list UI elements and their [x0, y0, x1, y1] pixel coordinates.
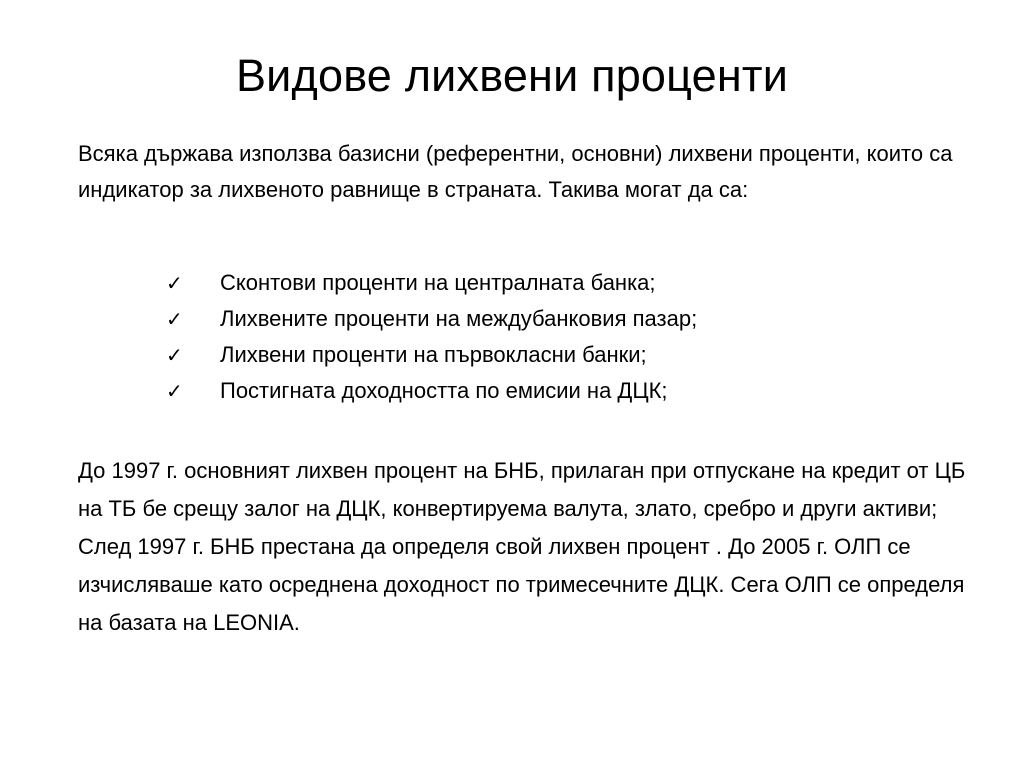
list-item-text: Сконтови проценти на централната банка; — [220, 270, 656, 295]
body-paragraph: До 1997 г. основният лихвен процент на БНБ, прилаган при отпускане на кредит от ЦБ на ТБ бе срещу залог на ДЦК, конвертируема валута, злато, сребро и други активи; След 1997 г. БНБ престана да определя свой лихвен процент . До 2005 г. ОЛП се изчисляваше като осреднена доходност по тримесечните ДЦК. Сега ОЛП се определя на базата на LEONIA. — [78, 458, 966, 635]
checkmark-icon: ✓ — [166, 379, 183, 403]
list-item-text: Лихвени проценти на първокласни банки; — [220, 342, 647, 367]
list-item — [166, 301, 697, 337]
checkmark-icon: ✓ — [166, 343, 183, 367]
slide-title: Видове лихвени проценти — [235, 50, 789, 101]
list-item — [166, 265, 697, 301]
checkmark-icon: ✓ — [166, 307, 183, 331]
list-item — [166, 373, 697, 409]
list-item — [166, 337, 697, 373]
checkmark-icon: ✓ — [166, 271, 183, 295]
intro-paragraph: Всяка държава използва базисни (референтни, основни) лихвени проценти, които са индикатор за лихвеното равнище в страната. Такива могат да са: — [78, 141, 953, 202]
list-item-text: Лихвените проценти на междубанковия пазар; — [220, 306, 698, 331]
list-item-text: Постигната доходността по емисии на ДЦК; — [220, 378, 668, 403]
checklist — [166, 265, 697, 409]
